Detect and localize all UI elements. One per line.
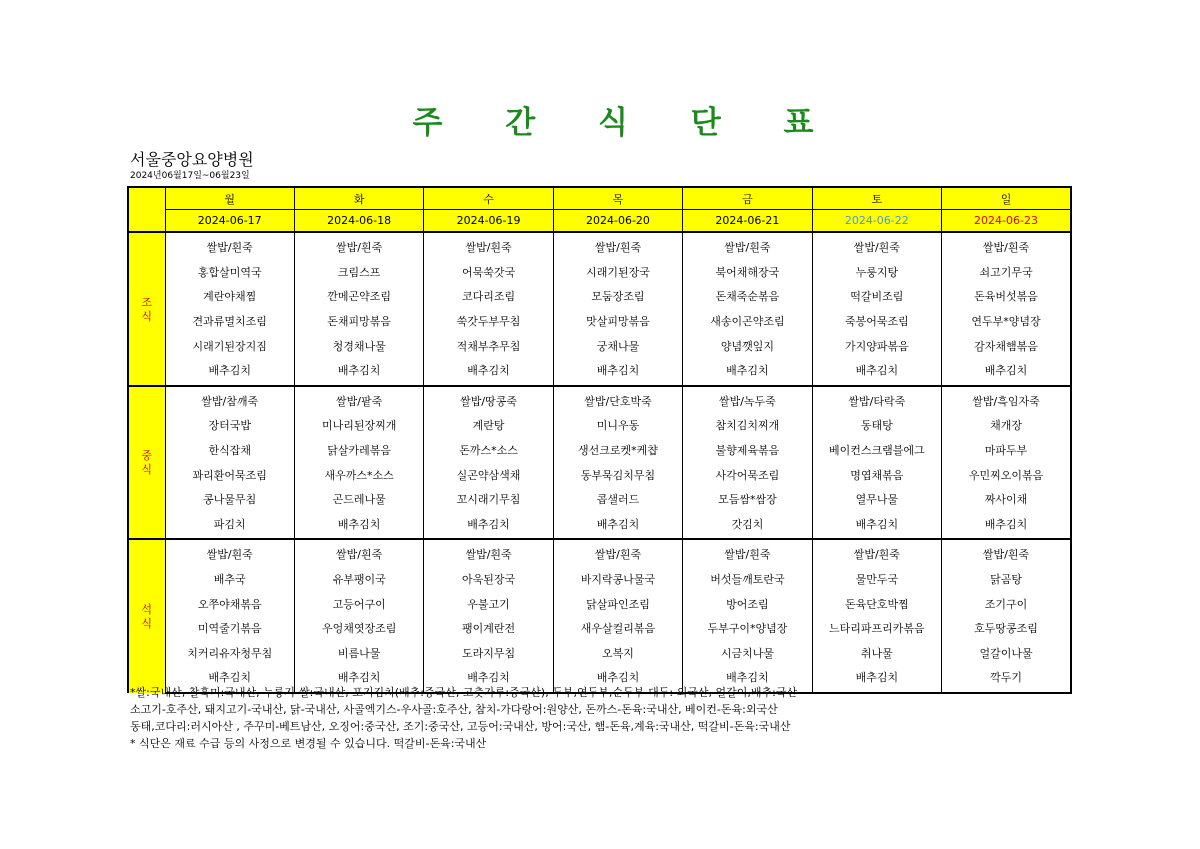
- menu-item: 새우까스*소스: [294, 462, 423, 487]
- menu-item: 쌀밥/땅콩죽: [424, 386, 553, 414]
- menu-item: 계란탕: [424, 413, 553, 438]
- breakfast-row: [128, 309, 1071, 334]
- breakfast-label-bottom: 식: [141, 309, 153, 323]
- menu-item: 취나물: [812, 641, 941, 666]
- menu-item: 떡갈비조림: [812, 284, 941, 309]
- menu-item: 크림스프: [294, 260, 423, 285]
- menu-item: 곤드레나물: [294, 487, 423, 512]
- menu-item: 배추김치: [942, 358, 1071, 386]
- origin-note-line: *쌀:국내산, 찰흑미:국내산, 누룽지-쌀:국내산, 포기김치(배추:중국산, 고춧가루:중국산), 두부,연두부,순두부-대두: 외국산, 얼갈이,배추:국산: [130, 686, 798, 699]
- menu-item: 치커리유자청무침: [165, 641, 294, 666]
- menu-item: 한식잡채: [165, 438, 294, 463]
- menu-item: 두부구이*양념장: [683, 616, 812, 641]
- menu-item: 궁채나물: [553, 333, 682, 358]
- menu-item: 감자채햄볶음: [942, 333, 1071, 358]
- menu-item: 배추김치: [424, 665, 553, 693]
- menu-item: 우민찌오이볶음: [942, 462, 1071, 487]
- menu-item: 우불고기: [424, 591, 553, 616]
- menu-item: 우엉채엿장조림: [294, 616, 423, 641]
- dinner-label: [128, 539, 165, 693]
- change-notice: * 식단은 재료 수급 등의 사정으로 변경될 수 있습니다. 떡갈비-돈육:국내산: [130, 737, 487, 750]
- menu-item: 배추김치: [424, 358, 553, 386]
- menu-item: 맛살피망볶음: [553, 309, 682, 334]
- menu-item: 쌀밥/흰죽: [294, 232, 423, 260]
- notes-section: [130, 684, 797, 752]
- breakfast-label: [128, 232, 165, 386]
- menu-item: 열무나물: [812, 487, 941, 512]
- menu-item: 깐메곤약조림: [294, 284, 423, 309]
- dinner-row: [128, 567, 1071, 592]
- date-tue: 2024-06-18: [294, 210, 423, 233]
- menu-item: 조기구이: [942, 591, 1071, 616]
- menu-item: 돈채죽순볶음: [683, 284, 812, 309]
- menu-item: 꽈리환어묵조림: [165, 462, 294, 487]
- menu-item: 팽이계란전: [424, 616, 553, 641]
- menu-item: 가지양파볶음: [812, 333, 941, 358]
- date-wed: 2024-06-19: [424, 210, 553, 233]
- menu-item: 쌀밥/흑임자죽: [942, 386, 1071, 414]
- menu-item: 쌀밥/참깨죽: [165, 386, 294, 414]
- menu-item: 버섯들깨토란국: [683, 567, 812, 592]
- breakfast-row: [128, 333, 1071, 358]
- menu-item: 연두부*양념장: [942, 309, 1071, 334]
- menu-item: 갓김치: [683, 512, 812, 540]
- menu-item: 닭곰탕: [942, 567, 1071, 592]
- weekday-sat: 토: [812, 187, 941, 210]
- menu-item: 돈까스*소스: [424, 438, 553, 463]
- dinner-row: [128, 539, 1071, 567]
- menu-item: 시금치나물: [683, 641, 812, 666]
- menu-item: 돈채피망볶음: [294, 309, 423, 334]
- menu-item: 쌀밥/흰죽: [553, 539, 682, 567]
- breakfast-label-top: 조: [141, 295, 153, 309]
- menu-item: 배추김치: [812, 512, 941, 540]
- menu-item: 고등어구이: [294, 591, 423, 616]
- menu-item: 마파두부: [942, 438, 1071, 463]
- lunch-row: [128, 413, 1071, 438]
- lunch-label: [128, 386, 165, 540]
- menu-item: 닭살파인조림: [553, 591, 682, 616]
- lunch-label-bottom: 식: [141, 463, 153, 477]
- menu-item: 바지락콩나물국: [553, 567, 682, 592]
- menu-item: 깍두기: [942, 665, 1071, 693]
- menu-item: 생선크로켓*케챱: [553, 438, 682, 463]
- menu-item: 코다리조림: [424, 284, 553, 309]
- dinner-row: [128, 641, 1071, 666]
- menu-item: 짜사이채: [942, 487, 1071, 512]
- lunch-row: [128, 438, 1071, 463]
- menu-item: 쌀밥/흰죽: [294, 539, 423, 567]
- menu-item: 새우살컬리볶음: [553, 616, 682, 641]
- menu-item: 새송이곤약조림: [683, 309, 812, 334]
- menu-item: 도라지무침: [424, 641, 553, 666]
- menu-item: 쌀밥/흰죽: [942, 539, 1071, 567]
- menu-item: 미역줄기볶음: [165, 616, 294, 641]
- dinner-label-bottom: 식: [141, 617, 153, 631]
- lunch-row: [128, 386, 1071, 414]
- menu-item: 배추김치: [553, 358, 682, 386]
- menu-item: 쌀밥/타락죽: [812, 386, 941, 414]
- menu-item: 불향제육볶음: [683, 438, 812, 463]
- menu-item: 베이컨스크램블에그: [812, 438, 941, 463]
- weekday-sun: 일: [942, 187, 1071, 210]
- weekday-wed: 수: [424, 187, 553, 210]
- menu-item: 실곤약삼색채: [424, 462, 553, 487]
- menu-item: 미니우동: [553, 413, 682, 438]
- weekday-mon: 월: [165, 187, 294, 210]
- menu-item: 콩나물무침: [165, 487, 294, 512]
- menu-item: 미나리된장찌개: [294, 413, 423, 438]
- menu-item: 호두땅콩조림: [942, 616, 1071, 641]
- menu-item: 배추김치: [553, 512, 682, 540]
- menu-item: 어묵쑥갓국: [424, 260, 553, 285]
- breakfast-row: [128, 232, 1071, 260]
- menu-item: 돈육단호박찜: [812, 591, 941, 616]
- menu-item: 명엽채볶음: [812, 462, 941, 487]
- origin-note-line: 동태,코다리:러시아산 , 주꾸미-베트남산, 오징어:중국산, 조기:중국산, 고등어:국내산, 방어:국산, 햄-돈육,계육:국내산, 떡갈비-돈육:국내산: [130, 720, 791, 733]
- weekday-thu: 목: [553, 187, 682, 210]
- menu-item: 오쭈야채볶음: [165, 591, 294, 616]
- menu-item: 계란야채찜: [165, 284, 294, 309]
- menu-item: 적채부추무침: [424, 333, 553, 358]
- date-fri: 2024-06-21: [683, 210, 812, 233]
- menu-item: 참치김치찌개: [683, 413, 812, 438]
- menu-item: 시래기된장국: [553, 260, 682, 285]
- menu-item: 쌀밥/흰죽: [553, 232, 682, 260]
- menu-item: 배추김치: [165, 665, 294, 693]
- menu-item: 물만두국: [812, 567, 941, 592]
- menu-item: 쇠고기무국: [942, 260, 1071, 285]
- menu-item: 쌀밥/흰죽: [424, 232, 553, 260]
- dinner-label-top: 석: [141, 603, 153, 617]
- menu-item: 쌀밥/단호박죽: [553, 386, 682, 414]
- menu-item: 모둠장조림: [553, 284, 682, 309]
- menu-item: 쌀밥/흰죽: [812, 539, 941, 567]
- menu-item: 쌀밥/흰죽: [683, 539, 812, 567]
- date-header-row: [128, 210, 1071, 233]
- menu-item: 동태탕: [812, 413, 941, 438]
- menu-item: 배추김치: [294, 358, 423, 386]
- menu-item: 배추김치: [294, 665, 423, 693]
- menu-item: 죽봉어묵조림: [812, 309, 941, 334]
- menu-item: 채개장: [942, 413, 1071, 438]
- organization-name: 서울중앙요양병원: [130, 150, 254, 169]
- lunch-row: [128, 512, 1071, 540]
- menu-item: 배추김치: [294, 512, 423, 540]
- menu-item: 닭살카레볶음: [294, 438, 423, 463]
- menu-item: 양념깻잎지: [683, 333, 812, 358]
- menu-item: 쌀밥/흰죽: [165, 539, 294, 567]
- corner-cell: [128, 187, 165, 232]
- weekly-menu-table: [127, 186, 1072, 694]
- menu-item: 배추김치: [165, 358, 294, 386]
- dinner-row: [128, 591, 1071, 616]
- menu-item: 아욱된장국: [424, 567, 553, 592]
- menu-period: 2024년06월17일~06월23일: [130, 171, 250, 181]
- lunch-label-top: 중: [141, 449, 153, 463]
- menu-item: 유부팽이국: [294, 567, 423, 592]
- menu-item: 배추김치: [424, 512, 553, 540]
- menu-item: 꼬시래기무침: [424, 487, 553, 512]
- origin-note-line: 소고기-호주산, 돼지고기-국내산, 닭-국내산, 사골엑기스-우사골:호주산, 참치-가다랑어:원양산, 돈까스-돈육:국내산, 베이컨-돈육:외국산: [130, 703, 778, 716]
- date-sat: 2024-06-22: [812, 210, 941, 233]
- lunch-row: [128, 487, 1071, 512]
- menu-item: 배추김치: [812, 665, 941, 693]
- menu-item: 쌀밥/흰죽: [812, 232, 941, 260]
- menu-item: 청경채나물: [294, 333, 423, 358]
- date-thu: 2024-06-20: [553, 210, 682, 233]
- menu-item: 쌀밥/팥죽: [294, 386, 423, 414]
- menu-item: 누룽지탕: [812, 260, 941, 285]
- menu-item: 모듬쌈*쌈장: [683, 487, 812, 512]
- weekday-fri: 금: [683, 187, 812, 210]
- menu-item: 사각어묵조림: [683, 462, 812, 487]
- breakfast-row: [128, 284, 1071, 309]
- menu-item: 쌀밥/흰죽: [424, 539, 553, 567]
- menu-item: 파김치: [165, 512, 294, 540]
- weekday-header-row: [128, 187, 1071, 210]
- menu-item: 배추김치: [942, 512, 1071, 540]
- lunch-row: [128, 462, 1071, 487]
- menu-item: 북어채해장국: [683, 260, 812, 285]
- menu-item: 시래기된장지짐: [165, 333, 294, 358]
- date-sun: 2024-06-23: [942, 210, 1071, 233]
- menu-item: 쑥갓두부무침: [424, 309, 553, 334]
- menu-item: 느타리파프리카볶음: [812, 616, 941, 641]
- breakfast-row: [128, 260, 1071, 285]
- menu-item: 배추김치: [683, 665, 812, 693]
- menu-item: 방어조림: [683, 591, 812, 616]
- date-mon: 2024-06-17: [165, 210, 294, 233]
- menu-item: 배추김치: [553, 665, 682, 693]
- menu-item: 견과류멸치조림: [165, 309, 294, 334]
- menu-item: 비름나물: [294, 641, 423, 666]
- menu-item: 배추김치: [812, 358, 941, 386]
- menu-item: 동부묵김치무침: [553, 462, 682, 487]
- menu-item: 돈육버섯볶음: [942, 284, 1071, 309]
- menu-item: 쌀밥/녹두죽: [683, 386, 812, 414]
- page-title: 주 간 식 단 표: [412, 105, 840, 141]
- menu-item: 배추국: [165, 567, 294, 592]
- menu-item: 오복지: [553, 641, 682, 666]
- breakfast-row: [128, 358, 1071, 386]
- menu-item: 장터국밥: [165, 413, 294, 438]
- menu-item: 홍합살미역국: [165, 260, 294, 285]
- menu-item: 쌀밥/흰죽: [165, 232, 294, 260]
- menu-item: 쌀밥/흰죽: [683, 232, 812, 260]
- menu-item: 배추김치: [683, 358, 812, 386]
- menu-item: 콥샐러드: [553, 487, 682, 512]
- weekday-tue: 화: [294, 187, 423, 210]
- menu-item: 얼갈이나물: [942, 641, 1071, 666]
- menu-item: 쌀밥/흰죽: [942, 232, 1071, 260]
- dinner-row: [128, 616, 1071, 641]
